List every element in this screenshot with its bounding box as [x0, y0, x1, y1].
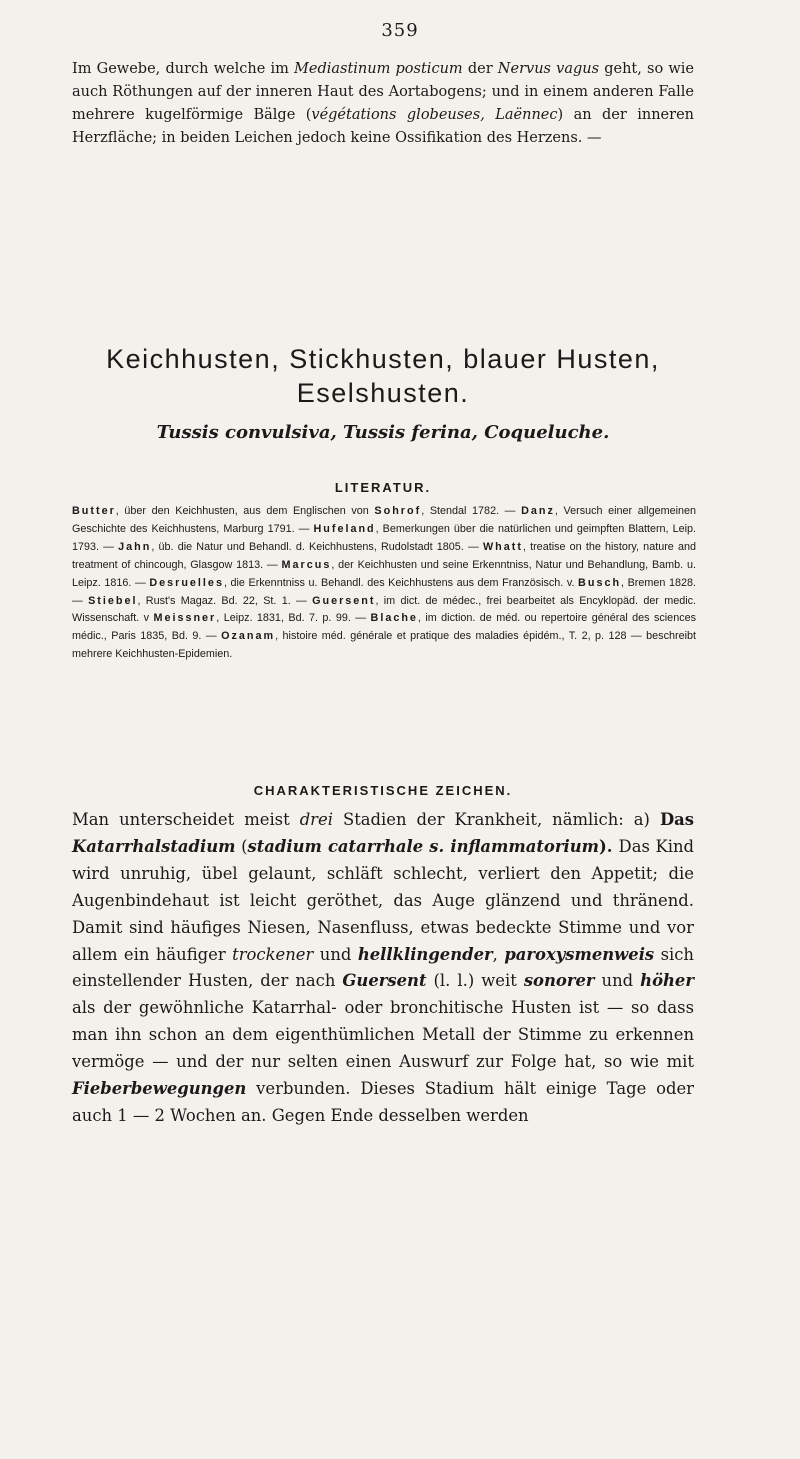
- text-run: , üb. die Natur und Behandl. d. Keichhustens, Rudolstadt 1805. —: [151, 540, 483, 553]
- text-run: , die Erkenntniss u. Behandl. des Keichhustens aus dem Französisch. v.: [223, 576, 579, 589]
- text-run: Butter: [72, 505, 116, 517]
- text-run: ) an der inneren Herzfläche; in beiden Leichen jedoch keine Ossifikation des Herzens. —: [72, 107, 694, 146]
- text-run: Whatt: [482, 540, 523, 553]
- text-run: , treatise on the history, nature and treatment of chincough, Glasgow 1813. —: [72, 540, 696, 571]
- text-run: , im diction. de méd. ou repertoire général des sciences médic., Paris 1835, Bd. 9. —: [72, 612, 696, 643]
- text-run: , Bemerkungen über die natürlichen und geimpften Blattern, Leip. 1793. —: [72, 522, 696, 553]
- text-run: Blache: [370, 612, 418, 625]
- text-run: Ozanam: [221, 630, 276, 643]
- text-run: , Bremen 1828. —: [72, 576, 696, 607]
- text-run: , im dict. de médec., frei bearbeitet als Encyklopäd. der medic. Wissenschaft. v: [72, 594, 697, 625]
- text-run: Katarrhalstadium: [72, 836, 236, 856]
- chapter-title: [72, 342, 694, 410]
- text-run: stadium catarrhale s. inflammatorium: [247, 836, 599, 856]
- text-run: der: [462, 61, 498, 77]
- text-run: , Stendal 1782. —: [421, 505, 522, 517]
- text-run: Guersent: [342, 971, 427, 991]
- literature-heading: LITERATUR.: [334, 480, 432, 495]
- text-run: Jahn: [118, 540, 152, 553]
- text-run: und: [313, 944, 358, 964]
- text-run: , Leipz. 1831, Bd. 7. p. 99. —: [216, 612, 371, 625]
- text-run: , der Keichhusten und seine Erkenntniss, Natur und Behandlung, Bamb. u. Leipz. 1816. —: [72, 558, 696, 589]
- literature-list: [72, 503, 696, 664]
- text-run: ).: [598, 836, 619, 856]
- text-run: und: [594, 971, 641, 991]
- intro-text: [72, 58, 694, 150]
- text-run: verbunden. Dieses Stadium hält einige Tage oder auch 1 — 2 Wochen an. Gegen Ende desselben werden: [72, 1079, 694, 1125]
- text-run: Desruelles: [149, 576, 224, 589]
- text-run: trockener: [232, 944, 314, 964]
- text-run: paroxysmenweis: [504, 944, 655, 964]
- text-run: Sohrof: [374, 505, 422, 517]
- text-run: Danz: [521, 505, 555, 517]
- text-run: Meissner: [153, 612, 217, 625]
- page-number: 359: [381, 20, 419, 41]
- text-run: drei: [299, 810, 333, 829]
- intro-paragraph: [72, 58, 694, 150]
- text-run: als der gewöhnliche Katarrhal- oder bronchitische Husten ist — so dass man ihn schon an dem eigenthümlichen Metall der Stimme zu erkennen vermöge — und der nur selten einen Auswurf zur Folge hat, so wie mit: [72, 998, 694, 1072]
- text-run: , Versuch einer allgemeinen Geschichte des Keichhustens, Marburg 1791. —: [72, 505, 696, 535]
- chapter-title-line-2: Eselshusten.: [296, 378, 470, 408]
- text-run: Man unterscheidet meist: [72, 810, 300, 829]
- characteristics-heading: CHARAKTERISTISCHE ZEICHEN.: [253, 783, 513, 798]
- text-run: Das: [659, 810, 695, 829]
- chapter-title-line-1: Keichhusten, Stickhusten, blauer Husten,: [106, 344, 660, 374]
- characteristics-paragraph: [72, 807, 694, 1130]
- text-run: sich einstellender Husten, der nach: [72, 944, 694, 991]
- text-run: Im Gewebe, durch welche im: [72, 61, 295, 77]
- text-run: hellklingender: [357, 944, 493, 964]
- text-run: , über den Keichhusten, aus dem Englischen von: [115, 505, 375, 517]
- chapter-synonyms: Tussis convulsiva, Tussis ferina, Coqueluche.: [156, 422, 610, 443]
- text-run: , histoire méd. générale et pratique des maladies épidém., T. 2, p. 128 — beschreibt mehrere Keichhusten-Epidemien.: [72, 630, 696, 661]
- text-run: Busch: [578, 576, 622, 589]
- text-run: höher: [640, 971, 694, 991]
- text-run: Stadien der Krankheit, nämlich: a): [332, 810, 660, 829]
- text-run: ,: [492, 944, 505, 964]
- text-run: , Rust's Magaz. Bd. 22, St. 1. —: [137, 594, 313, 607]
- text-run: (: [235, 836, 248, 856]
- text-run: (l. l.) weit: [426, 971, 524, 991]
- text-run: geht, so wie auch Röthungen auf der inneren Haut des Aortabogens; und in einem anderen Falle mehrere kugelförmige Bälge (: [72, 61, 694, 123]
- text-run: Hufeland: [313, 522, 376, 535]
- text-run: Stiebel: [88, 594, 138, 607]
- text-run: Guersent: [312, 594, 376, 607]
- text-run: Das Kind wird unruhig, übel gelaunt, schläft schlecht, verliert den Appetit; die Augenbindehaut ist leicht geröthet, das Auge glänzend und thränend. Damit sind häufiges Niesen, Nasenfluss, etwas bedeckte Stimme und vor allem ein häufiger: [72, 836, 695, 964]
- text-run: sonorer: [523, 971, 595, 991]
- text-run: Marcus: [281, 558, 332, 571]
- text-run: Mediastinum posticum: [294, 61, 463, 77]
- text-run: végétations globeuses, Laënnec: [311, 107, 558, 123]
- text-run: Fieberbewegungen: [72, 1079, 247, 1099]
- text-run: Nervus vagus: [497, 61, 600, 77]
